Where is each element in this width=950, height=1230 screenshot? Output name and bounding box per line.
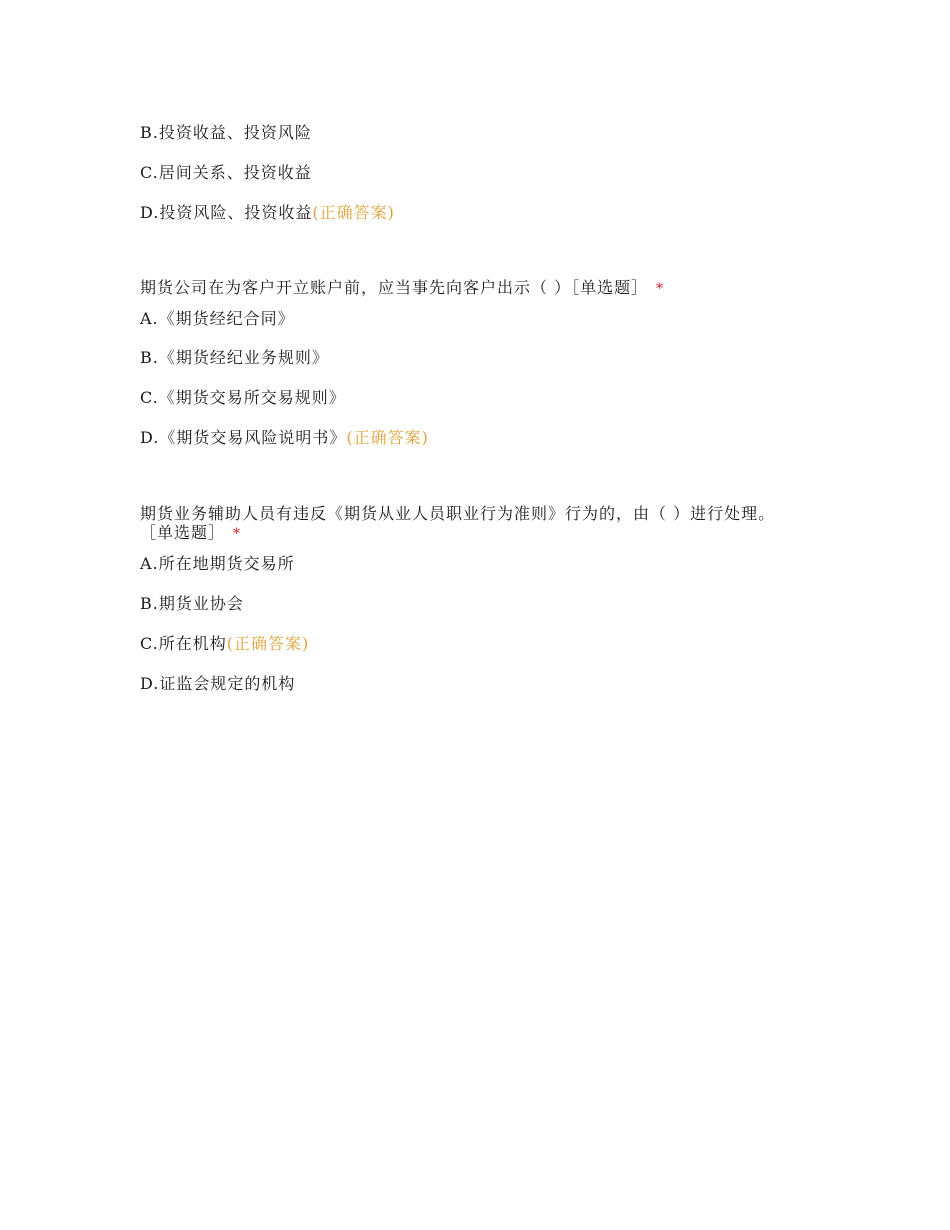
prev-option-b: B.投资收益、投资风险 — [140, 123, 312, 142]
required-mark: * — [233, 526, 242, 542]
q2-option-a: A.《期货经纪合同》 — [140, 309, 295, 328]
q3-option-a: A.所在地期货交易所 — [140, 554, 295, 573]
q3-option-b: B.期货业协会 — [140, 594, 244, 613]
question-3-stem: 期货业务辅助人员有违反《期货从业人员职业行为准则》行为的，由（ ）进行处理。 — [140, 504, 776, 523]
question-2-stem: 期货公司在为客户开立账户前，应当事先向客户出示（ ）［单选题］ * — [140, 278, 665, 297]
q2-option-c: C.《期货交易所交易规则》 — [140, 388, 346, 407]
correct-answer-tag: (正确答案) — [312, 203, 395, 222]
required-mark: * — [656, 281, 665, 297]
q2-option-d: D.《期货交易风险说明书》(正确答案) — [140, 428, 429, 447]
question-3-stem-type: ［单选题］ * — [140, 523, 242, 542]
q3-option-c: C.所在机构(正确答案) — [140, 634, 310, 653]
prev-option-c: C.居间关系、投资收益 — [140, 163, 312, 182]
correct-answer-tag: (正确答案) — [346, 428, 429, 447]
correct-answer-tag: (正确答案) — [226, 634, 310, 653]
prev-option-d: D.投资风险、投资收益(正确答案) — [140, 203, 395, 222]
q3-option-d: D.证监会规定的机构 — [140, 674, 296, 693]
q2-option-b: B.《期货经纪业务规则》 — [140, 348, 329, 367]
